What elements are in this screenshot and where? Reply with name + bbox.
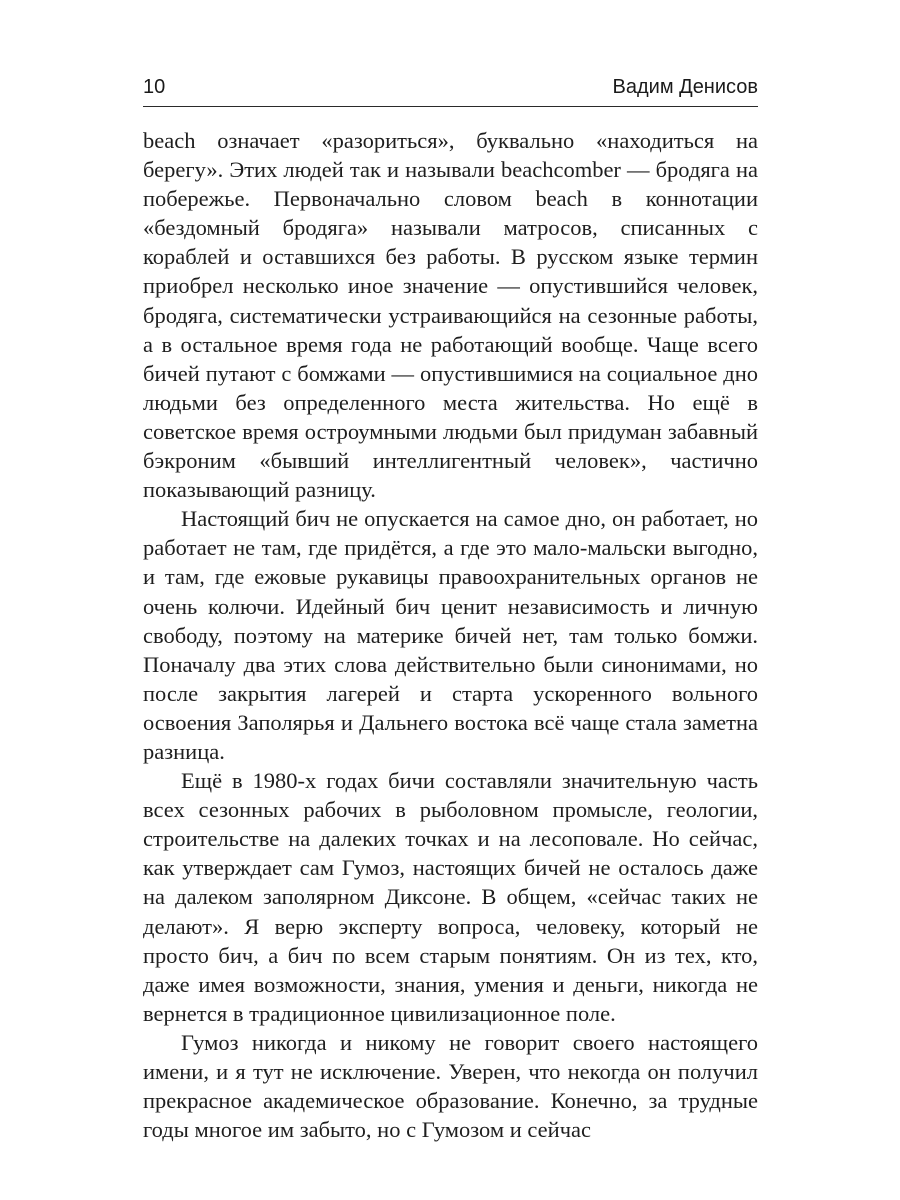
- paragraph-4: Гумоз никогда и никому не говорит своего настоящего имени, и я тут не исключение. Уверен, что некогда он получил прекрасное академическое образование. Конечно, за трудные годы многое им забыто, но с Гумозом и сейчас: [143, 1029, 758, 1143]
- paragraph-1: beach означает «разориться», буквально «находиться на берегу». Этих людей так и называли beachcomber — бродяга на побережье. Первоначально словом beach в коннотации «бездомный бродяга» называли матросов, списанных с кораблей и оставшихся без работы. В русском языке термин приобрел несколько иное значение — опустившийся человек, бродяга, систематически устраивающийся на сезонные работы, а в остальное время года не работающий вообще. Чаще всего бичей путают с бомжами — опустившимися на социальное дно людьми без определенного места жительства. Но ещё в советское время остроумными людьми был придуман забавный бэкроним «бывший интеллигентный человек», частично показывающий разницу.: [143, 128, 758, 503]
- paragraph-2: Настоящий бич не опускается на самое дно, он работает, но работает не там, где придётся, а где это мало-мальски выгодно, и там, где ежовые рукавицы правоохранительных органов не очень колючи. Идейный бич ценит независимость и личную свободу, поэтому на материке бичей нет, там только бомжи. Поначалу два этих слова действительно были синонимами, но после закрытия лагерей и старта ускоренного вольного освоения Заполярья и Дальнего востока всё чаще стала заметна разница.: [143, 506, 758, 764]
- running-head: [143, 76, 758, 106]
- body-text: [143, 126, 758, 1144]
- paragraph-3: Ещё в 1980-х годах бичи составляли значительную часть всех сезонных рабочих в рыболовном промысле, геологии, строительстве на далеких точках и на лесоповале. Но сейчас, как утверждает сам Гумоз, настоящих бичей не осталось даже на далеком заполярном Диксоне. В общем, «сейчас таких не делают». Я верю эксперту вопроса, человеку, который не просто бич, а бич по всем старым понятиям. Он из тех, кто, даже имея возможности, знания, умения и деньги, никогда не вернется в традиционное цивилизационное поле.: [143, 768, 758, 1026]
- header-rule: [143, 106, 758, 107]
- page-number: 10: [143, 76, 166, 98]
- header-author: Вадим Денисов: [612, 76, 758, 98]
